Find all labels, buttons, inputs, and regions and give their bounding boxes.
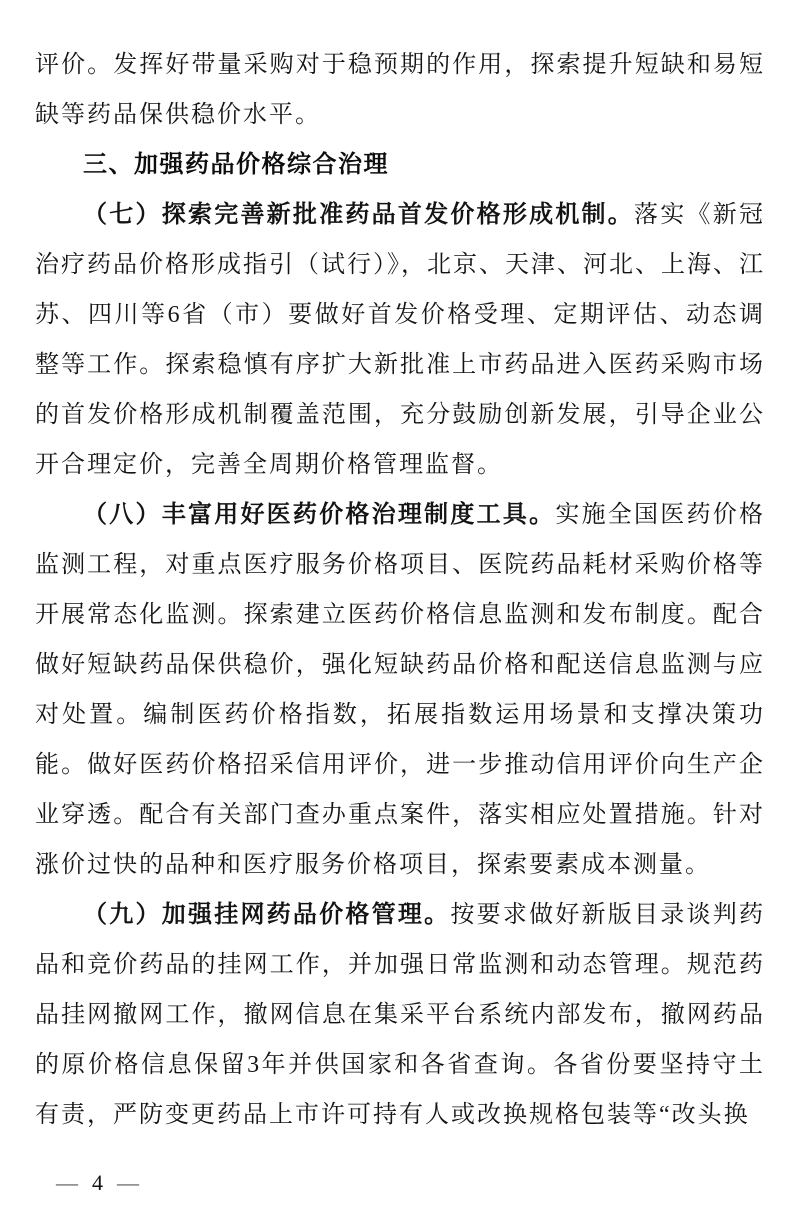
paragraph-continuation: 评价。发挥好带量采购对于稳预期的作用，探索提升短缺和易短缺等药品保供稳价水平。	[35, 52, 765, 128]
paragraph-item-7-body: 落实《新冠治疗药品价格形成指引（试行）》，北京、天津、河北、上海、江苏、四川等6省（市）要做好首发价格受理、定期评估、动态调整等工作。探索稳慎有序扩大新批准上市药品进入医药采购市场的首发价格形成机制覆盖范围，充分鼓励创新发展，引导企业公开合理定价，完善全周期价格管理监督。	[35, 202, 766, 478]
page-number: 4	[92, 1170, 103, 1195]
paragraph-item-9-lead: （九）加强挂网药品价格管理。	[83, 902, 451, 928]
footer-dash-left: —	[56, 1170, 78, 1195]
paragraph-item-8	[35, 490, 765, 890]
paragraph-item-9-body: 按要求做好新版目录谈判药品和竞价药品的挂网工作，并加强日常监测和动态管理。规范药品挂网撤网工作，撤网信息在集采平台系统内部发布，撤网药品的原价格信息保留3年并供国家和各省查询。各省份要坚持守土有责，严防变更药品上市许可持有人或改换规格包装等“改头换	[35, 902, 765, 1128]
paragraph-item-7-lead: （七）探索完善新批准药品首发价格形成机制。	[83, 202, 635, 228]
paragraph-item-7	[35, 190, 765, 490]
paragraph-item-9	[35, 890, 765, 1140]
section-heading: 三、加强药品价格综合治理	[83, 151, 389, 178]
paragraph-item-8-body: 实施全国医药价格监测工程，对重点医疗服务价格项目、医院药品耗材采购价格等开展常态化监测。探索建立医药价格信息监测和发布制度。配合做好短缺药品保供稳价，强化短缺药品价格和配送信息监测与应对处置。编制医药价格指数，拓展指数运用场景和支撑决策功能。做好医药价格招采信用评价，进一步推动信用评价向生产企业穿透。配合有关部门查办重点案件，落实相应处置措施。针对涨价过快的品种和医疗服务价格项目，探索要素成本测量。	[35, 502, 766, 878]
page-footer	[56, 1168, 139, 1198]
footer-dash-right: —	[117, 1170, 139, 1195]
paragraph-item-8-lead: （八）丰富用好医药价格治理制度工具。	[83, 502, 556, 528]
